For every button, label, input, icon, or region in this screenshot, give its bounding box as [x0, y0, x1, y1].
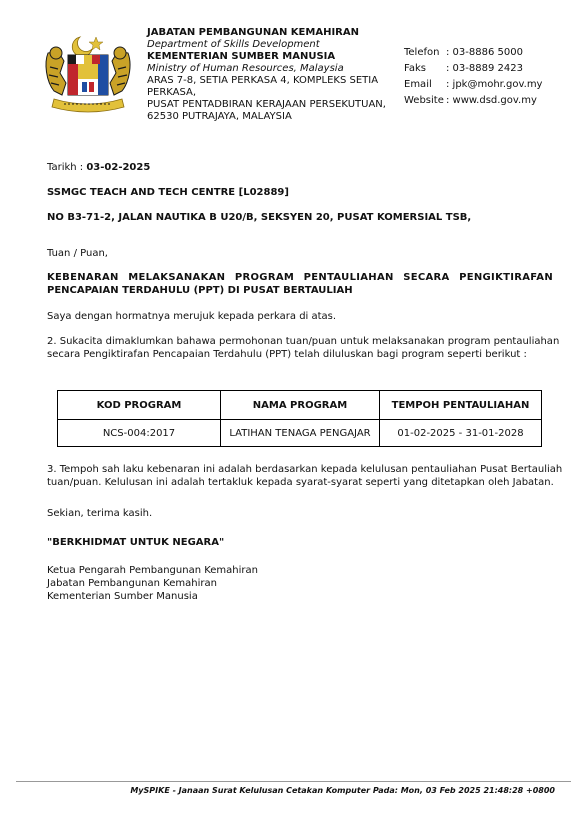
- col-header-kod: KOD PROGRAM: [58, 391, 221, 420]
- fax-label: Faks: [404, 63, 426, 74]
- col-header-tempoh: TEMPOH PENTAULIAHAN: [380, 391, 542, 420]
- paragraph-2-line-2: secara Pengiktirafan Pencapaian Terdahulu (PPT) telah diluluskan bagi program seperti berikut :: [47, 349, 527, 360]
- paragraph-3-line-1: 3. Tempoh sah laku kebenaran ini adalah berdasarkan kepada kelulusan pentauliahan Pusat Bertauliah: [47, 464, 563, 475]
- paragraph-2-line-1: 2. Sukacita dimaklumkan bahawa permohonan tuan/puan untuk melaksanakan program pentauliahan: [47, 336, 560, 347]
- cell-nama: LATIHAN TENAGA PENGAJAR: [221, 420, 380, 447]
- paragraph-3-line-2: tuan/puan. Kelulusan ini adalah tertakluk kepada syarat-syarat seperti yang ditetapkan oleh Jabatan.: [47, 477, 554, 488]
- contact-phone: [404, 45, 542, 61]
- footer-note: MySPIKE - Janaan Surat Kelulusan Cetakan Komputer Pada: Mon, 03 Feb 2025 21:48:28 +0800: [130, 786, 555, 795]
- col-header-nama: NAMA PROGRAM: [221, 391, 380, 420]
- agency-name-en: Department of Skills Development: [147, 39, 320, 50]
- phone-label: Telefon: [404, 47, 440, 58]
- program-table: [57, 390, 542, 447]
- email-link[interactable]: : jpk@mohr.gov.my: [446, 79, 543, 90]
- recipient-address: NO B3-71-2, JALAN NAUTIKA B U20/B, SEKSYEN 20, PUSAT KOMERSIAL TSB,: [47, 212, 472, 223]
- ministry-name-en: Ministry of Human Resources, Malaysia: [147, 63, 344, 74]
- date-label: Tarikh :: [47, 162, 84, 173]
- salutation: Tuan / Puan,: [47, 248, 108, 259]
- signature-title: Ketua Pengarah Pembangunan Kemahiran: [47, 565, 258, 576]
- motto: "BERKHIDMAT UNTUK NEGARA": [47, 537, 225, 548]
- ministry-name: KEMENTERIAN SUMBER MANUSIA: [147, 51, 336, 62]
- contact-fax: [404, 61, 542, 77]
- recipient-name: SSMGC TEACH AND TECH CENTRE [L02889]: [47, 187, 289, 198]
- phone-value: : 03-8886 5000: [446, 47, 523, 58]
- table-header-row: [58, 391, 542, 420]
- subject-line-2: PENCAPAIAN TERDAHULU (PPT) DI PUSAT BERTAULIAH: [47, 285, 353, 296]
- fax-value: : 03-8889 2423: [446, 63, 523, 74]
- footer-divider: [16, 781, 571, 782]
- contact-block: [404, 45, 542, 109]
- closing: Sekian, terima kasih.: [47, 508, 153, 519]
- date-value: 03-02-2025: [86, 162, 151, 173]
- contact-email: [404, 77, 542, 93]
- website-label: Website: [404, 95, 444, 106]
- subject-line-1: KEBENARAN MELAKSANAKAN PROGRAM PENTAULIAHAN SECARA PENGIKTIRAFAN: [47, 272, 553, 283]
- address-line-2: PERKASA,: [147, 87, 197, 98]
- letterhead: [147, 27, 386, 123]
- signature-department: Jabatan Pembangunan Kemahiran: [47, 578, 217, 589]
- address-line-4: 62530 PUTRAJAYA, MALAYSIA: [147, 111, 292, 122]
- agency-name: JABATAN PEMBANGUNAN KEMAHIRAN: [147, 27, 359, 38]
- signature-ministry: Kementerian Sumber Manusia: [47, 591, 198, 602]
- email-label: Email: [404, 79, 432, 90]
- coat-of-arms-icon: [40, 33, 136, 115]
- website-link[interactable]: : www.dsd.gov.my: [446, 95, 537, 106]
- contact-website: [404, 93, 542, 109]
- cell-tempoh: 01-02-2025 - 31-01-2028: [380, 420, 542, 447]
- address-line-1: ARAS 7-8, SETIA PERKASA 4, KOMPLEKS SETIA: [147, 75, 379, 86]
- cell-kod: NCS-004:2017: [58, 420, 221, 447]
- paragraph-1: Saya dengan hormatnya merujuk kepada perkara di atas.: [47, 311, 337, 322]
- table-row: [58, 420, 542, 447]
- date-line: [47, 161, 150, 174]
- address-line-3: PUSAT PENTADBIRAN KERAJAAN PERSEKUTUAN,: [147, 99, 386, 110]
